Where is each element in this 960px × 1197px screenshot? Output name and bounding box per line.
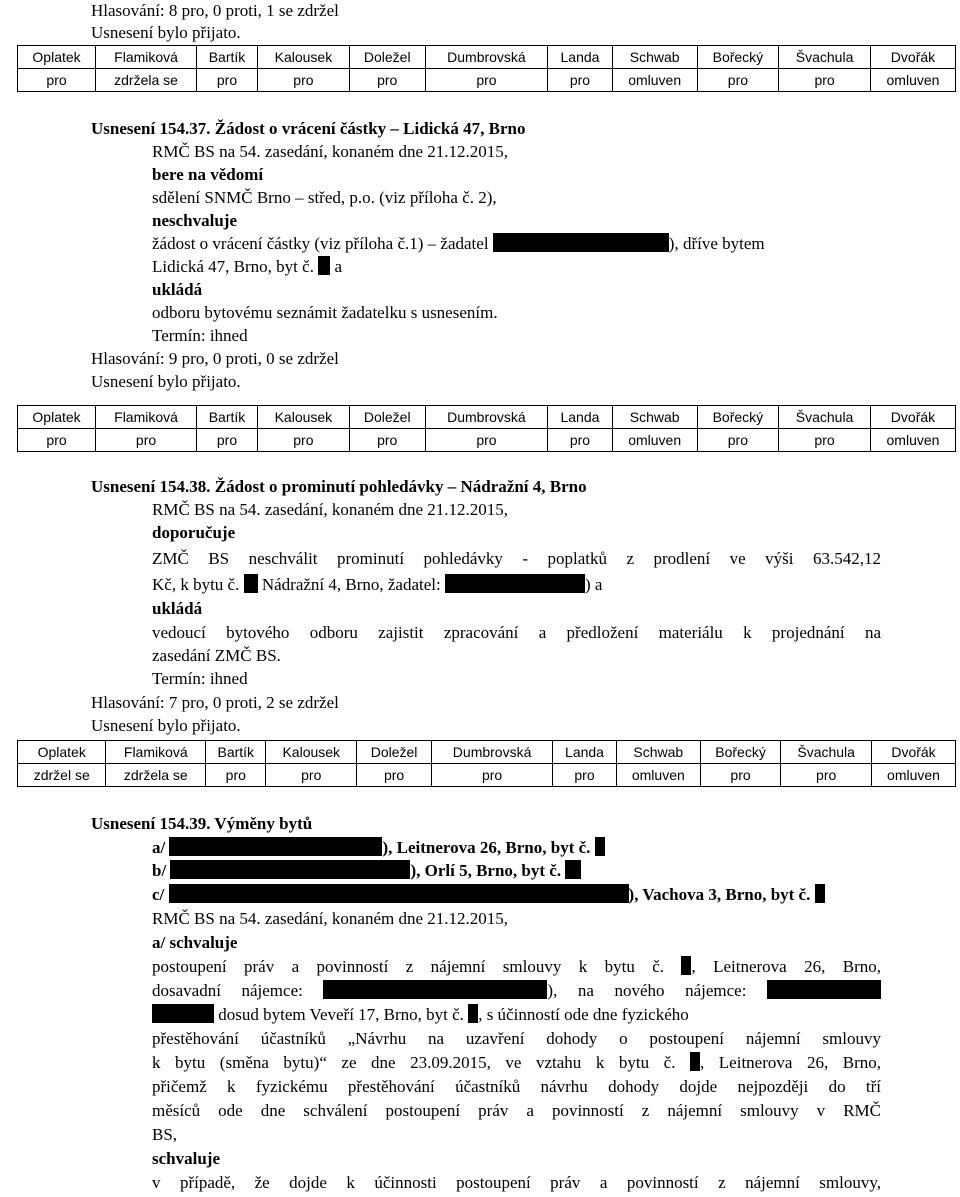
vote-summary: Hlasování: 9 pro, 0 proti, 0 se zdržel <box>91 349 339 368</box>
vote-cell: pro <box>697 69 779 92</box>
text-line: přičemž k fyzickému přestěhování účastníků návrhu dohody dojde nejpozději do tří <box>152 1077 881 1096</box>
member-name: Švachula <box>779 406 871 429</box>
redaction-block <box>169 837 382 856</box>
member-name: Dumbrovská <box>425 46 548 69</box>
redaction-block <box>152 1004 214 1023</box>
member-name: Flamiková <box>106 741 206 764</box>
text-part: dosavadní nájemce: <box>152 981 303 1000</box>
vote-table <box>17 740 956 787</box>
member-name: Doležel <box>349 406 425 429</box>
resolution-result: Usnesení bylo přijato. <box>91 372 241 391</box>
vote-summary: Hlasování: 7 pro, 0 proti, 2 se zdržel <box>91 693 339 712</box>
verb-line: bere na vědomí <box>152 165 264 184</box>
text-part: ), na nového nájemce: <box>547 981 747 1000</box>
council-line: RMČ BS na 54. zasedání, konaném dne 21.12.2015, <box>152 909 509 928</box>
text-line <box>152 256 342 278</box>
vote-cell: omluven <box>870 429 955 452</box>
vote-cell: pro <box>779 69 871 92</box>
vote-table-members <box>18 741 956 764</box>
member-name: Landa <box>548 406 612 429</box>
verb-line: ukládá <box>152 280 203 299</box>
member-name: Švachula <box>779 46 871 69</box>
council-line: RMČ BS na 54. zasedání, konaném dne 21.12.2015, <box>152 142 509 161</box>
text-line <box>152 1004 689 1026</box>
text-part: Lidická 47, Brno, byt č. <box>152 257 314 276</box>
vote-cell: pro <box>781 764 872 787</box>
vote-cell: pro <box>266 764 357 787</box>
vote-cell: pro <box>357 764 432 787</box>
vote-cell: pro <box>96 429 197 452</box>
member-name: Flamiková <box>96 46 197 69</box>
member-name: Bořecký <box>700 741 781 764</box>
member-name: Doležel <box>357 741 432 764</box>
vote-table-members <box>18 406 956 429</box>
exchange-line-b <box>152 860 581 882</box>
redaction-block <box>445 574 585 593</box>
text-line: v případě, že dojde k účinnosti postoupení práv a povinností z nájemní smlouvy, <box>152 1173 881 1192</box>
member-name: Bořecký <box>697 46 779 69</box>
text-part: ), Orlí 5, Brno, byt č. <box>410 861 562 880</box>
text-line <box>152 980 881 1002</box>
member-name: Landa <box>553 741 617 764</box>
member-name: Kalousek <box>266 741 357 764</box>
redaction-block <box>595 837 605 856</box>
text-line <box>152 1052 881 1074</box>
vote-cell: pro <box>197 69 258 92</box>
redaction-block <box>493 233 669 252</box>
member-name: Oplatek <box>18 741 106 764</box>
exchange-line-a <box>152 837 605 859</box>
text-part: ), Vachova 3, Brno, byt č. <box>628 885 811 904</box>
vote-cell: pro <box>548 69 612 92</box>
member-name: Bartík <box>197 46 258 69</box>
vote-table-members <box>18 46 956 69</box>
vote-cell: pro <box>197 429 258 452</box>
redaction-block <box>815 884 825 903</box>
verb-line: schvaluje <box>152 1149 220 1168</box>
text-line: BS, <box>152 1125 178 1144</box>
redaction-block <box>244 574 258 593</box>
vote-summary: Hlasování: 8 pro, 0 proti, 1 se zdržel <box>91 1 339 20</box>
member-name: Flamiková <box>96 406 197 429</box>
vote-cell: pro <box>18 429 96 452</box>
member-name: Bartík <box>206 741 266 764</box>
vote-cell: omluven <box>872 764 956 787</box>
member-name: Schwab <box>616 741 700 764</box>
verb-line: neschvaluje <box>152 211 237 230</box>
vote-table-votes <box>18 69 956 92</box>
member-name: Dvořák <box>872 741 956 764</box>
vote-cell: omluven <box>870 69 955 92</box>
vote-cell: pro <box>700 764 781 787</box>
resolution-result: Usnesení bylo přijato. <box>91 23 241 42</box>
vote-cell: pro <box>349 429 425 452</box>
member-name: Kalousek <box>258 46 350 69</box>
redaction-block <box>468 1004 478 1023</box>
resolution-title: Usnesení 154.38. Žádost o prominutí pohledávky – Nádražní 4, Brno <box>91 477 587 496</box>
vote-cell: pro <box>258 69 350 92</box>
member-name: Švachula <box>781 741 872 764</box>
verb-line: a/ schvaluje <box>152 933 238 952</box>
member-name: Dvořák <box>870 406 955 429</box>
text-part: ), dříve bytem <box>668 234 765 253</box>
term-line: Termín: ihned <box>152 669 248 688</box>
member-name: Dumbrovská <box>425 406 548 429</box>
vote-cell: zdržela se <box>106 764 206 787</box>
text-part: ), Leitnerova 26, Brno, byt č. <box>382 838 591 857</box>
text-part: a/ <box>152 838 166 857</box>
vote-cell: pro <box>425 429 548 452</box>
vote-cell: pro <box>779 429 871 452</box>
text-line: odboru bytovému seznámit žadatelku s usnesením. <box>152 303 498 322</box>
text-line <box>152 233 765 255</box>
vote-cell: zdržel se <box>18 764 106 787</box>
text-part: žádost o vrácení částky (viz příloha č.1) – žadatel <box>152 234 489 253</box>
text-line: zasedání ZMČ BS. <box>152 646 281 665</box>
member-name: Bartík <box>197 406 258 429</box>
vote-cell: omluven <box>616 764 700 787</box>
vote-cell: pro <box>697 429 779 452</box>
redaction-block <box>767 980 881 999</box>
council-line: RMČ BS na 54. zasedání, konaném dne 21.12.2015, <box>152 500 509 519</box>
member-name: Doležel <box>349 46 425 69</box>
vote-cell: pro <box>425 69 548 92</box>
redaction-block <box>318 256 330 275</box>
resolution-title: Usnesení 154.39. Výměny bytů <box>91 814 313 833</box>
vote-cell: pro <box>18 69 96 92</box>
redaction-block <box>323 980 547 999</box>
term-line: Termín: ihned <box>152 326 248 345</box>
vote-cell: pro <box>206 764 266 787</box>
vote-cell: pro <box>553 764 617 787</box>
resolution-result: Usnesení bylo přijato. <box>91 716 241 735</box>
member-name: Oplatek <box>18 46 96 69</box>
vote-cell: pro <box>548 429 612 452</box>
text-part: postoupení práv a povinností z nájemní smlouvy k bytu č. <box>152 957 665 976</box>
exchange-line-c <box>152 884 825 906</box>
vote-cell: omluven <box>612 429 697 452</box>
text-part: , Leitnerova 26, Brno, <box>691 957 881 976</box>
vote-cell: pro <box>349 69 425 92</box>
member-name: Landa <box>548 46 612 69</box>
redaction-block <box>170 860 410 879</box>
text-line: vedoucí bytového odboru zajistit zpracování a předložení materiálu k projednání na <box>152 623 881 642</box>
redaction-block <box>565 860 581 879</box>
member-name: Schwab <box>612 406 697 429</box>
vote-table <box>17 405 956 452</box>
text-line <box>152 574 602 596</box>
text-line: sdělení SNMČ Brno – střed, p.o. (viz příloha č. 2), <box>152 188 497 207</box>
verb-line: doporučuje <box>152 523 236 542</box>
text-line: přestěhování účastníků „Návrhu na uzavření dohody o postoupení nájemní smlouvy <box>152 1029 881 1048</box>
text-part: , Leitnerova 26, Brno, <box>700 1053 881 1072</box>
member-name: Oplatek <box>18 406 96 429</box>
member-name: Schwab <box>612 46 697 69</box>
vote-cell: pro <box>432 764 553 787</box>
text-part: c/ <box>152 885 165 904</box>
text-part: k bytu (směna bytu)“ ze dne 23.09.2015, ve vztahu k bytu č. <box>152 1053 676 1072</box>
text-line <box>152 956 881 978</box>
vote-cell: zdržela se <box>96 69 197 92</box>
text-part: a <box>334 257 342 276</box>
member-name: Dumbrovská <box>432 741 553 764</box>
text-part: dosud bytem Veveří 17, Brno, byt č. <box>218 1005 464 1024</box>
vote-table-votes <box>18 429 956 452</box>
text-part: , s účinností ode dne fyzického <box>478 1005 689 1024</box>
redaction-block <box>690 1052 700 1071</box>
verb-line: ukládá <box>152 599 203 618</box>
text-line: měsíců ode dne schválení postoupení práv a povinností z nájemní smlouvy v RMČ <box>152 1101 881 1120</box>
member-name: Kalousek <box>257 406 349 429</box>
text-part: Kč, k bytu č. <box>152 575 240 594</box>
redaction-block <box>169 884 629 903</box>
member-name: Dvořák <box>870 46 955 69</box>
vote-table <box>17 45 956 92</box>
text-part: b/ <box>152 861 167 880</box>
vote-table-votes <box>18 764 956 787</box>
resolution-title: Usnesení 154.37. Žádost o vrácení částky – Lidická 47, Brno <box>91 119 526 138</box>
vote-cell: omluven <box>612 69 697 92</box>
text-part: ) a <box>585 575 603 594</box>
member-name: Bořecký <box>697 406 779 429</box>
redaction-block <box>681 956 691 975</box>
vote-cell: pro <box>257 429 349 452</box>
text-line: ZMČ BS neschválit prominutí pohledávky - poplatků z prodlení ve výši 63.542,12 <box>152 549 881 568</box>
text-part: Nádražní 4, Brno, žadatel: <box>261 575 441 594</box>
